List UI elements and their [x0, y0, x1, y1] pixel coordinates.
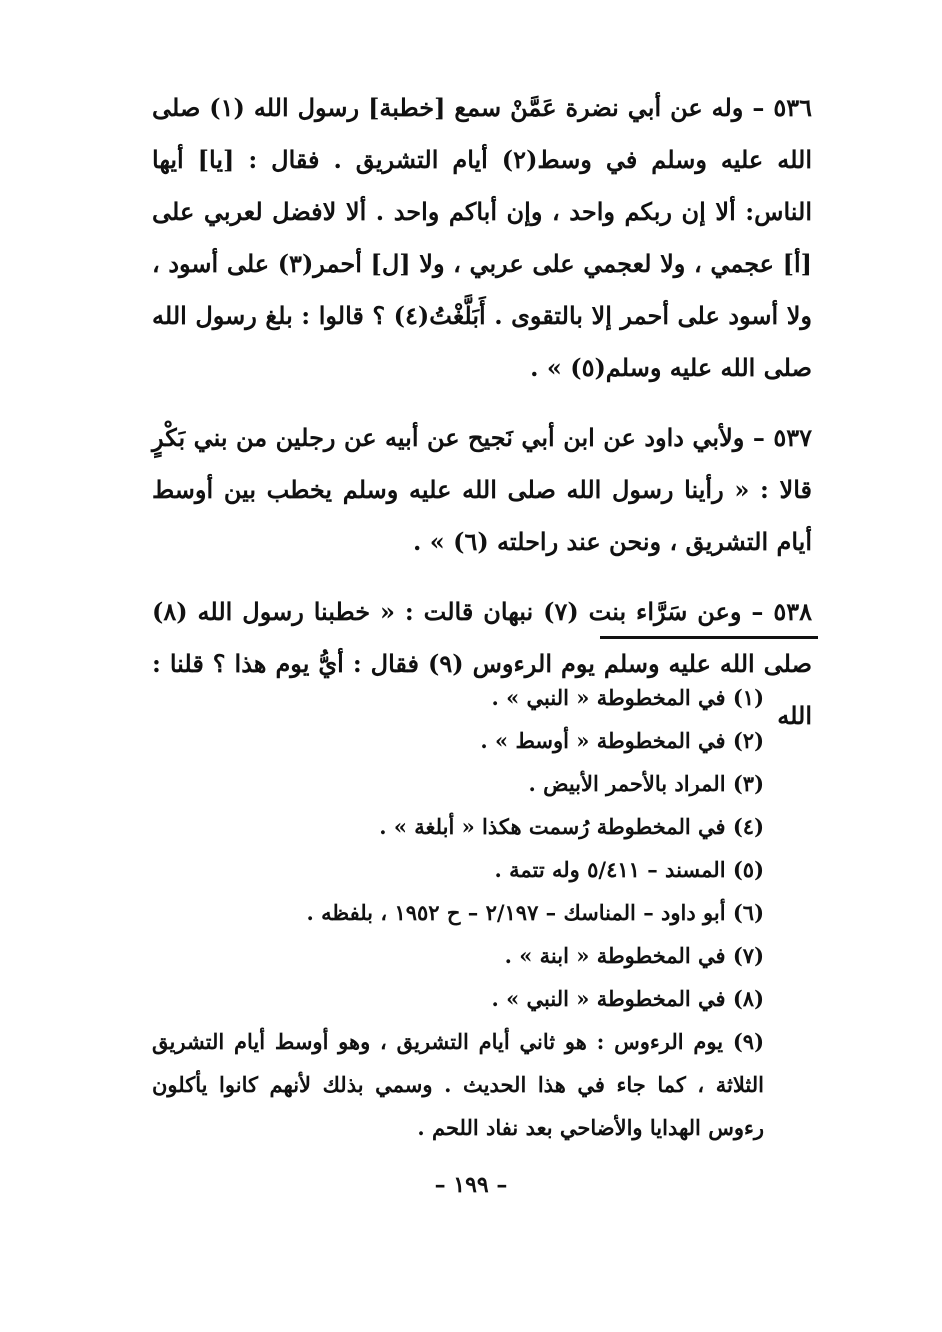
hadith-537 [152, 412, 812, 568]
footnote-9: (٩) يوم الرءوس : هو ثاني أيام التشريق ، وهو أوسط أيام التشريق الثلاثة ، كما جاء في هذا الحديث . وسمي بذلك لأنهم كانوا يأكلون رءوس الهدايا والأضاحي بعد نفاد اللحم . [152, 1029, 764, 1140]
hadith-text: – ولأبي داود عن ابن أبي نَجيح عن أبيه عن رجلين من بني بَكْرٍ قالا : « رأينا رسول الله صلى الله عليه وسلم يخطب بين أوسط أيام التشريق ، ونحن عند راحلته (٦) » . [152, 423, 812, 556]
footnote-4: (٤) في المخطوطة رُسمت هكذا « أبلغة » . [379, 814, 764, 839]
footnote-3: (٣) المراد بالأحمر الأبيض . [528, 771, 764, 796]
footnote-8: (٨) في المخطوطة « النبي » . [491, 986, 764, 1011]
footnote-7: (٧) في المخطوطة « ابنة » . [504, 943, 764, 968]
footnote-divider [600, 636, 818, 639]
page-number: – ١٩٩ – [434, 1172, 508, 1198]
hadith-text: – وعن سَرَّاء بنت (٧) نبهان قالت : « خطبنا رسول الله (٨) صلى الله عليه وسلم يوم الرءوس (٩) فقال : أيُّ يوم هذا ؟ قلنا : الله [152, 597, 812, 730]
hadith-number: ٥٣٦ [773, 93, 812, 122]
footnote-2: (٢) في المخطوطة « أوسط » . [480, 728, 764, 753]
main-text [152, 82, 812, 760]
hadith-number: ٥٣٨ [773, 597, 813, 626]
hadith-text: – وله عن أبي نضرة عَمَّنْ سمع [خطبة] رسول الله (١) صلى الله عليه وسلم في وسط(٢) أيام التشريق . فقال : [يا] أيها الناس: ألا إن ربكم واحد ، وإن أباكم واحد . ألا لافضل لعربي على [أ] عجمي ، ولا لعجمي على عربي ، ولا [ل] أحمر(٣) على أسود ، ولا أسود على أحمر إلا بالتقوى . أَبَلَّغْتُ(٤) ؟ قالوا : بلغ رسول الله صلى الله عليه وسلم(٥) » . [152, 93, 812, 382]
footnote-5: (٥) المسند – ٥/٤١١ وله تتمة . [494, 857, 764, 882]
hadith-number: ٥٣٧ [773, 423, 812, 452]
footnote-1: (١) في المخطوطة « النبي » . [491, 685, 764, 710]
footnotes [152, 676, 812, 1149]
hadith-536 [152, 82, 812, 394]
footnote-6: (٦) أبو داود – المناسك – ٢/١٩٧ – ح ١٩٥٢ ، بلفظه . [306, 900, 764, 925]
